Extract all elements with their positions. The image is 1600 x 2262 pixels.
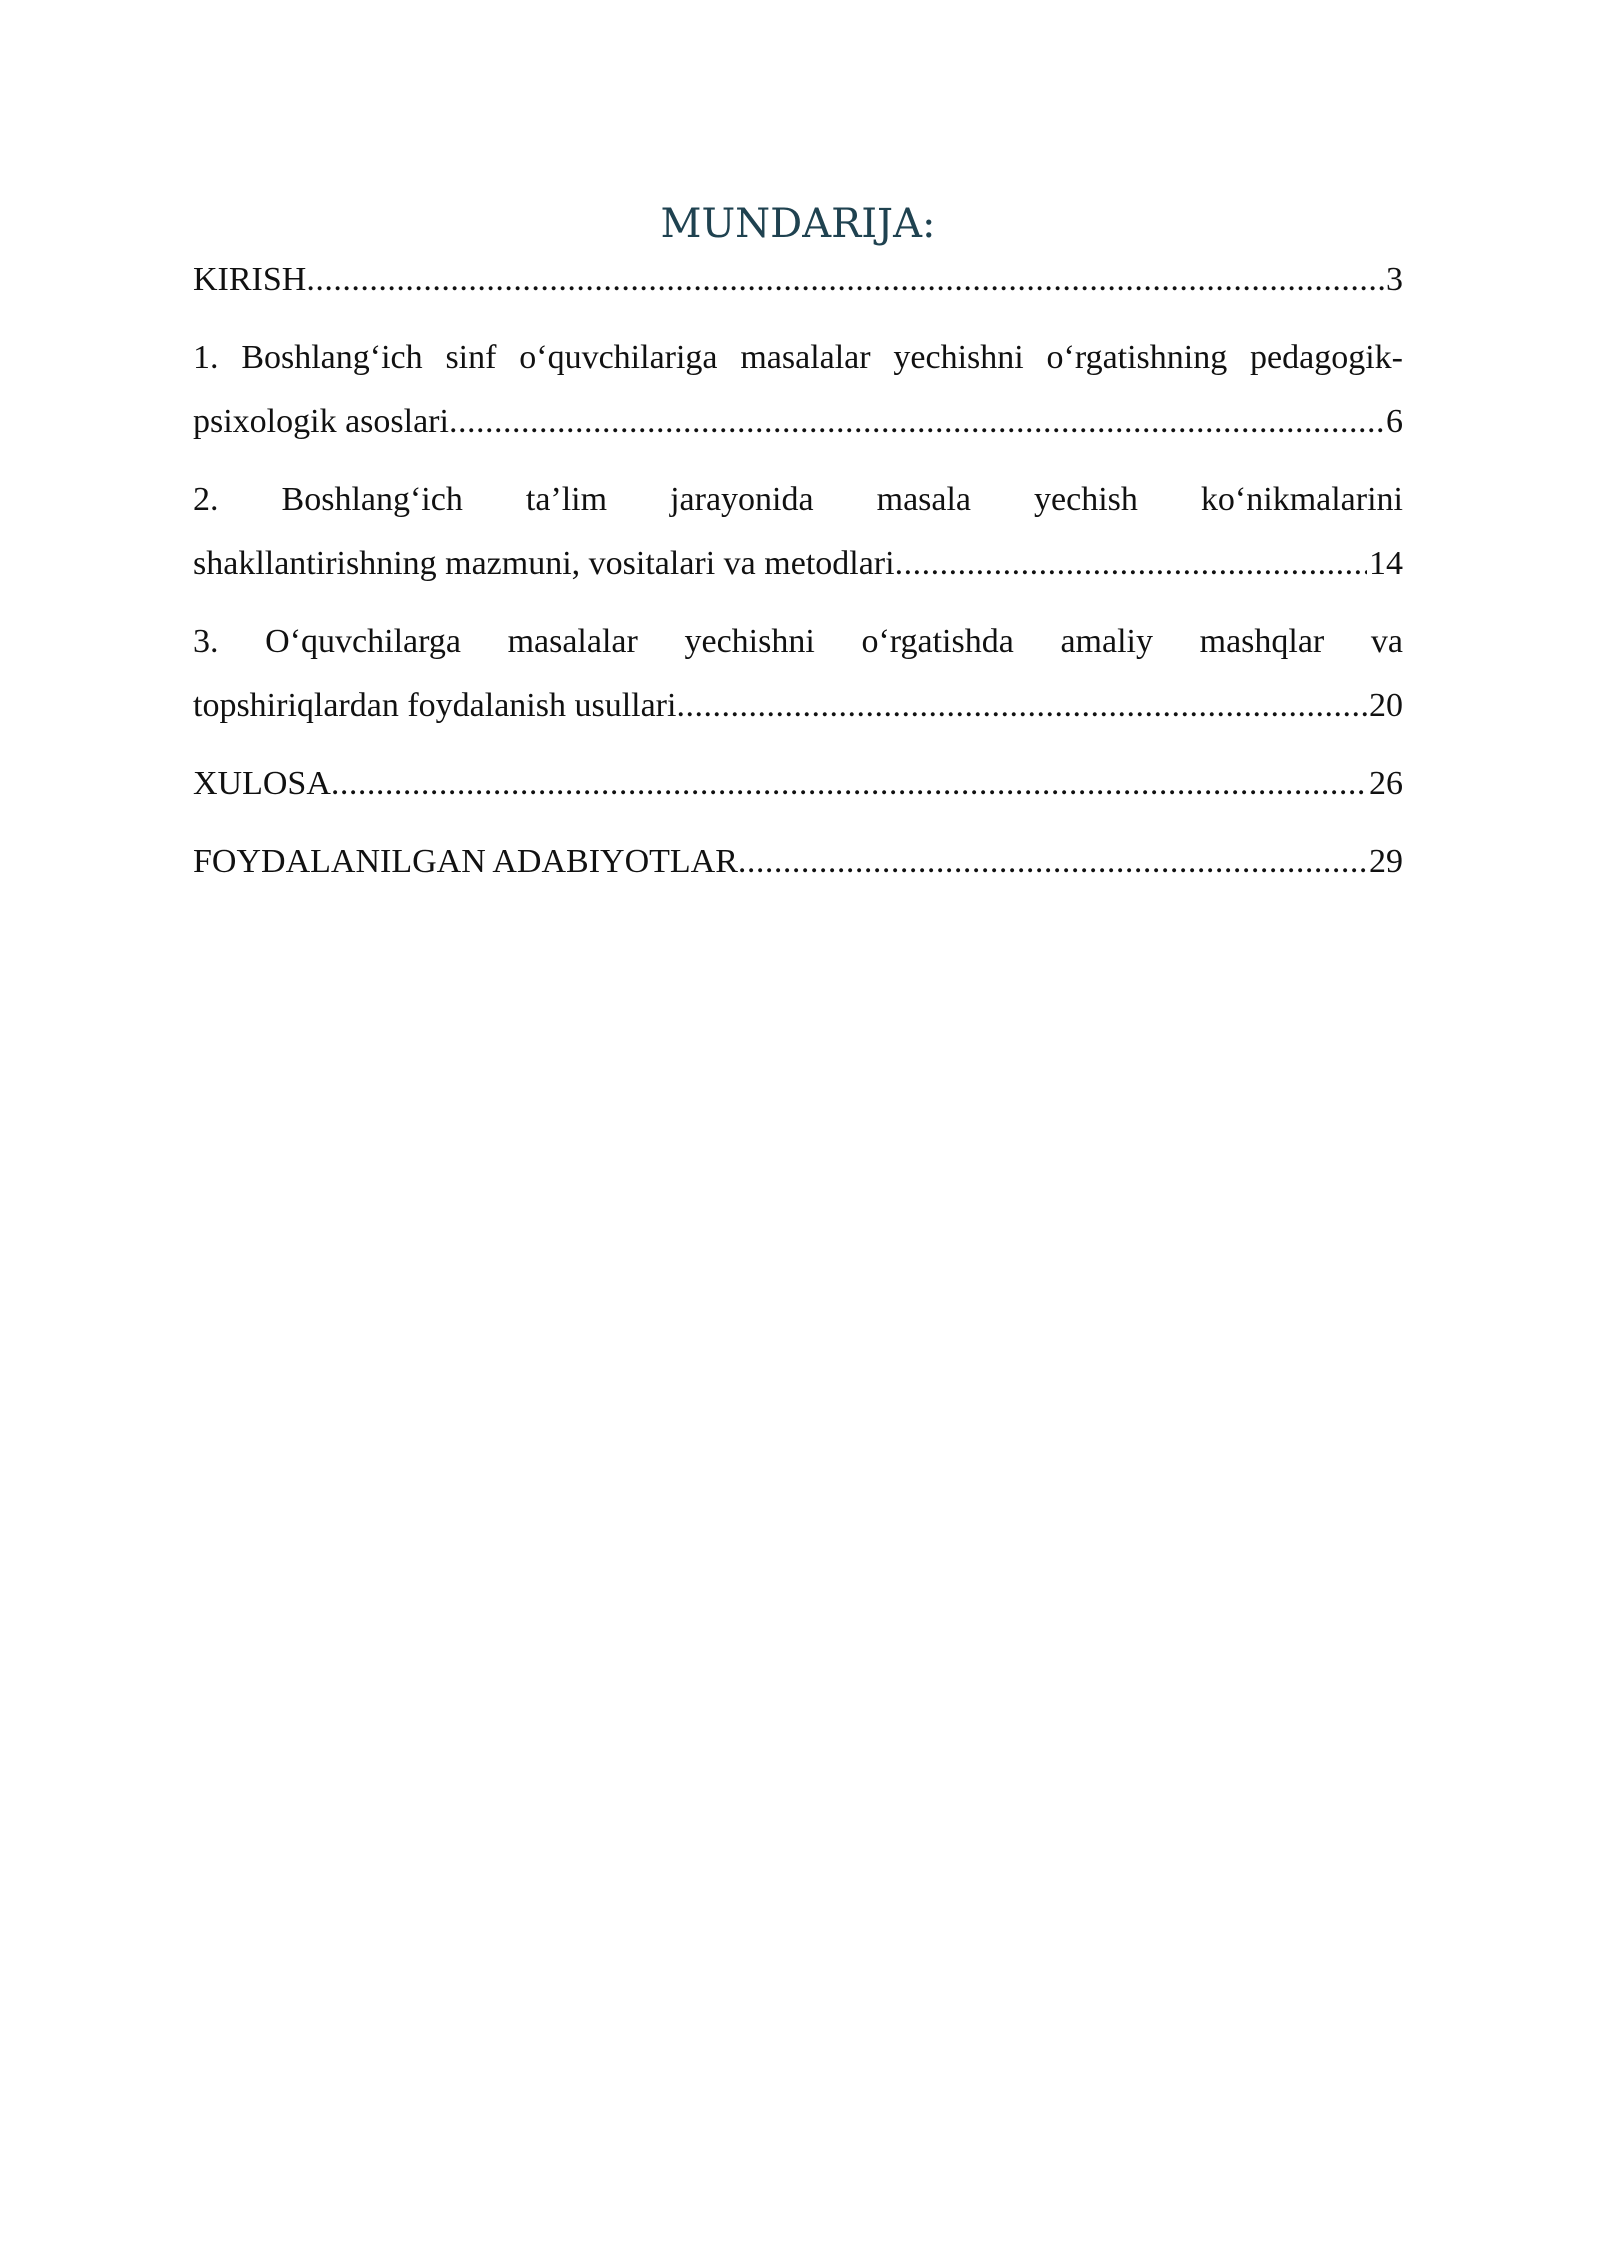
toc-entry-text: shakllantirishning mazmuni, vositalari va metodlari [193,545,895,582]
toc-entry-xulosa [193,752,1403,816]
toc-page-number: 14 [1369,545,1403,582]
dot-leader [331,752,1367,816]
toc-entry-text: KIRISH [193,261,307,298]
toc-entry-text: FOYDALANILGAN ADABIYOTLAR [193,843,738,880]
toc-entry-line [193,532,1403,596]
toc-entry-chapter-2 [193,468,1403,596]
toc-entry-line [193,752,1403,816]
dot-leader [449,390,1384,454]
toc-entry-text: XULOSA [193,765,331,802]
dot-leader [306,248,1384,312]
toc-page-number: 29 [1369,843,1403,880]
toc-page-number: 26 [1369,765,1403,802]
dot-leader [676,674,1367,738]
toc-entry-line [193,390,1403,454]
dot-leader [738,830,1367,894]
toc-page-number: 20 [1369,687,1403,724]
toc-entry-kirish [193,248,1403,312]
toc-page-number: 3 [1386,261,1403,298]
toc-entry-text: topshiriqlardan foydalanish usullari [193,687,677,724]
table-of-contents [193,196,1403,894]
toc-title: MUNDARIJA: [660,201,936,247]
toc-entry-text: 1. Boshlang‘ich sinf o‘quvchilariga masalalar yechishni o‘rgatishning pedagogik- [193,339,1403,376]
toc-entry-line [193,248,1403,312]
toc-entry-adabiyotlar [193,830,1403,894]
dot-leader [895,532,1367,596]
toc-entry-chapter-3 [193,610,1403,738]
toc-entry-text: 3. O‘quvchilarga masalalar yechishni o‘rgatishda amaliy mashqlar va [193,623,1403,660]
toc-entry-text: psixologik asoslari [193,403,449,440]
toc-entry-chapter-1 [193,326,1403,454]
toc-page-number: 6 [1386,403,1403,440]
toc-entry-line [193,830,1403,894]
toc-entry-line [193,674,1403,738]
toc-entry-text: 2. Boshlang‘ich ta’lim jarayonida masala yechish ko‘nikmalarini [193,481,1403,518]
